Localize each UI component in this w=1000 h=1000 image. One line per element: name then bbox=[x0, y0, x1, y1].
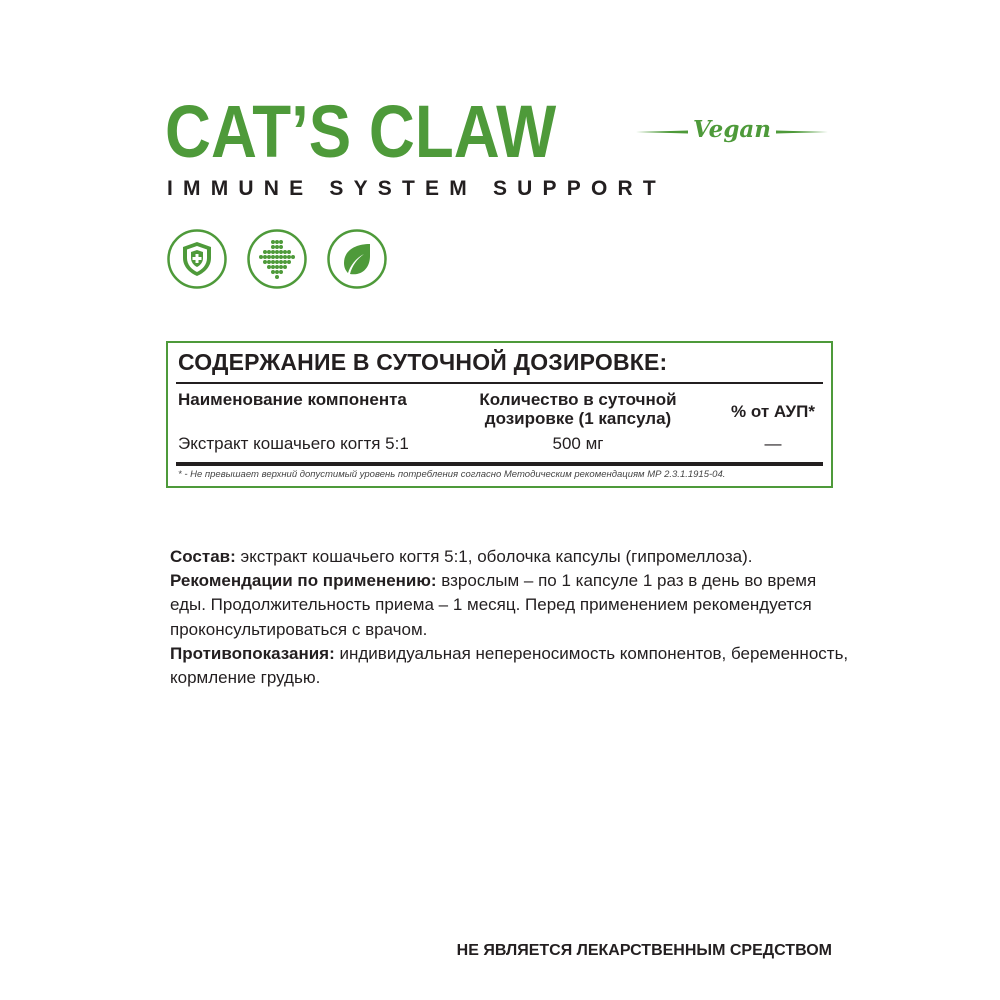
dosage-table bbox=[166, 341, 833, 488]
product-title: CAT’S CLAW bbox=[165, 90, 557, 173]
shield-plus-icon bbox=[166, 228, 228, 290]
contra-text: индивидуальная непереносимость компонентов, беременность, кормление грудью. bbox=[170, 643, 849, 688]
product-subtitle: IMMUNE SYSTEM SUPPORT bbox=[167, 177, 666, 200]
usage-label: Рекомендации по применению: bbox=[170, 571, 437, 591]
product-info bbox=[170, 545, 850, 690]
contra-paragraph bbox=[170, 642, 850, 690]
composition-paragraph bbox=[170, 545, 850, 569]
usage-text: взрослым – по 1 капсуле 1 раз в день во время еды. Продолжительность приема – 1 месяц. Перед применением рекомендуется проконсультироваться с врачом. bbox=[170, 571, 817, 639]
capsule-dots-icon bbox=[246, 228, 308, 290]
header-component-name: Наименование компонента bbox=[178, 390, 407, 409]
table-row-quantity: 500 мг bbox=[552, 434, 604, 453]
header-percent: % от АУП* bbox=[731, 402, 815, 421]
not-medicine-notice: НЕ ЯВЛЯЕТСЯ ЛЕКАРСТВЕННЫМ СРЕДСТВОМ bbox=[456, 942, 832, 959]
composition-label: Состав: bbox=[170, 547, 236, 566]
dosage-table-title: СОДЕРЖАНИЕ В СУТОЧНОЙ ДОЗИРОВКЕ: bbox=[178, 349, 668, 375]
contra-label: Противопоказания: bbox=[170, 643, 335, 663]
table-footnote: * - Не превышает верхний допустимый уровень потребления согласно Методическим рекомендациям МР 2.3.1.1915-04. bbox=[178, 469, 726, 480]
composition-text: экстракт кошачьего когтя 5:1, оболочка капсулы (гипромеллоза). bbox=[235, 547, 753, 566]
header-quantity: Количество в суточной дозировке (1 капсула) bbox=[479, 390, 677, 428]
table-row-name: Экстракт кошачьего когтя 5:1 bbox=[178, 434, 409, 453]
table-divider bbox=[176, 382, 823, 384]
vegan-emblem bbox=[634, 112, 830, 152]
vegan-label: Vegan bbox=[692, 116, 772, 143]
leaf-icon bbox=[326, 228, 388, 290]
table-row-percent: — bbox=[764, 434, 782, 453]
usage-paragraph bbox=[170, 569, 850, 642]
table-bottom-rule bbox=[176, 462, 823, 466]
